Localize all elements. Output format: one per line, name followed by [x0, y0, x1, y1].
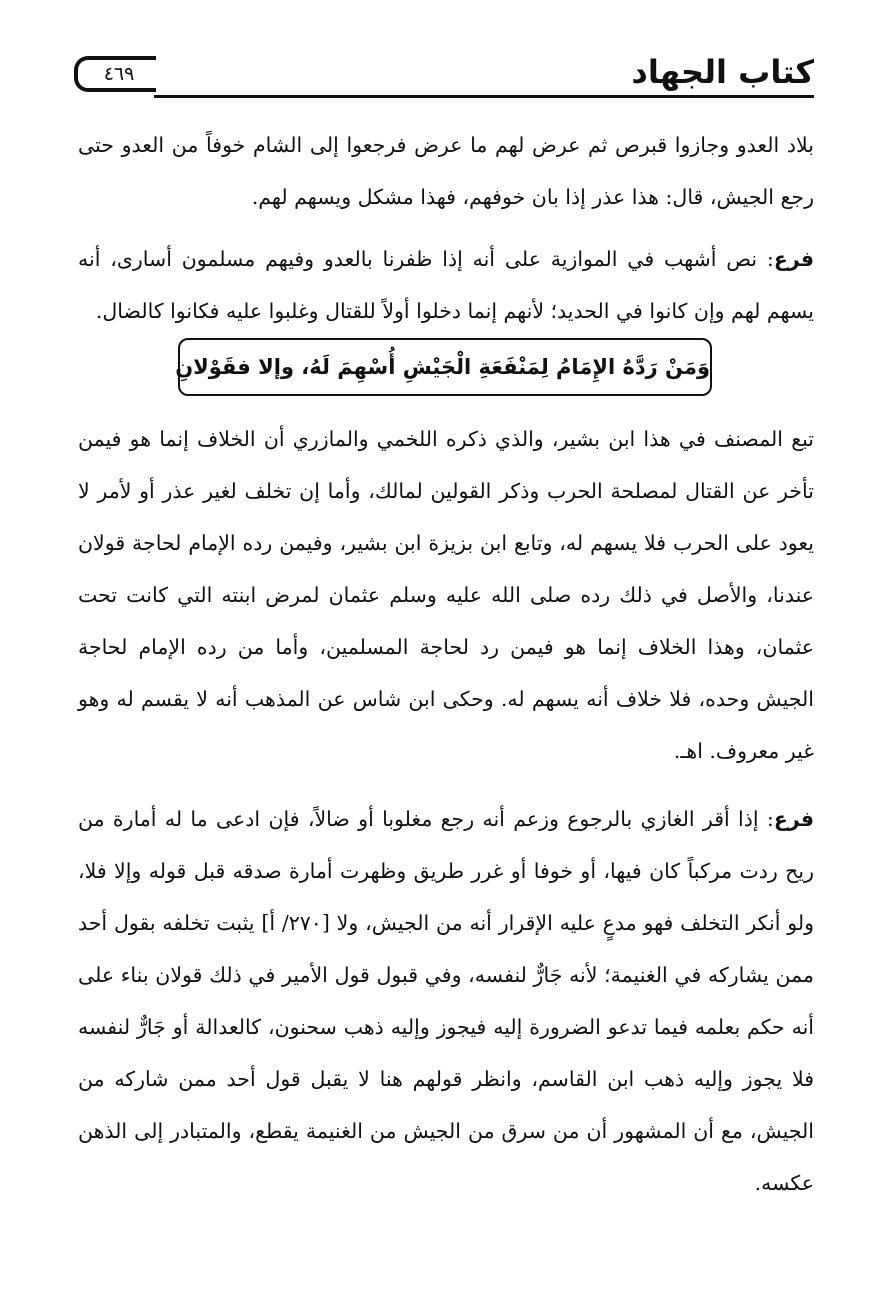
page-number-frame — [74, 56, 156, 92]
page-number: ٤٦٩ — [103, 63, 135, 85]
paragraph-4-text: : إذا أقر الغازي بالرجوع وزعم أنه رجع مغلوبا أو ضالاً، فإن ادعى ما له أمارة من ريح ردت مركباً كان فيها، أو خوفا أو غرر طريق وظهرت أمارة صدقه قبل قوله وإلا فلا، ولو أنكر التخلف فهو مدعٍ عليه الإقرار أنه من الجيش، ولا [٢٧٠/ أ] يثبت تخلفه بقول أحد ممن يشاركه في الغنيمة؛ لأنه جَارٌّ لنفسه، وفي قبول قول الأمير في ذلك قولان بناء على أنه حكم بعلمه فيما تدعو الضرورة إليه فيجوز وإليه ذهب سحنون، كالعدالة أو جَارٌّ لنفسه فلا يجوز وإليه ذهب ابن القاسم، وانظر قولهم هنا لا يقبل قول أحد ممن شاركه من الجيش، مع أن المشهور أن من سرق من الجيش من الغنيمة يقطع، والمتبادر إلى الذهن عكسه. — [78, 807, 814, 1195]
paragraph-4 — [78, 793, 814, 1209]
page-header — [74, 50, 814, 102]
paragraph-1: بلاد العدو وجازوا قبرص ثم عرض لهم ما عرض فرجعوا إلى الشام خوفاً من العدو حتى رجع الجيش، قال: هذا عذر إذا بان خوفهم، فهذا مشكل ويسهم لهم. — [78, 133, 814, 209]
matn-box: وَمَنْ رَدَّهُ الإِمَامُ لِمَنْفَعَةِ الْجَيْشِ أُسْهِمَ لَهُ، وإلا فقَوْلانِ — [178, 338, 712, 396]
paragraph-3: تبع المصنف في هذا ابن بشير، والذي ذكره اللخمي والمازري أن الخلاف إنما هو فيمن تأخر عن القتال لمصلحة الحرب وذكر القولين لمالك، وأما إن تخلف لغير عذر أو لأمر لا يعود على الحرب فلا يسهم له، وتابع ابن بزيزة ابن بشير، وفيمن رده الإمام لحاجة قولان عندنا، والأصل في ذلك رده صلى الله عليه وسلم عثمان لمرض ابنته التي كانت تحت عثمان، وهذا الخلاف إنما هو فيمن رد لحاجة المسلمين، وأما من رده الإمام لحاجة الجيش وحده، فلا خلاف أنه يسهم له. وحكى ابن شاس عن المذهب أنه لا يقسم له وهو غير معروف. اهـ. — [78, 427, 814, 763]
paragraph-2-text: : نص أشهب في الموازية على أنه إذا ظفرنا بالعدو وفيهم مسلمون أسارى، أنه يسهم لهم وإن كانوا في الحديد؛ لأنهم إنما دخلوا أولاً للقتال وغلبوا عليه فكانوا كالضال. — [78, 247, 814, 323]
book-title: كتاب الجهاد — [631, 53, 814, 91]
paragraph-2-label: فرع — [773, 247, 814, 271]
header-rule — [154, 95, 814, 98]
paragraph-2 — [78, 233, 814, 337]
paragraph-4-label: فرع — [773, 807, 814, 831]
